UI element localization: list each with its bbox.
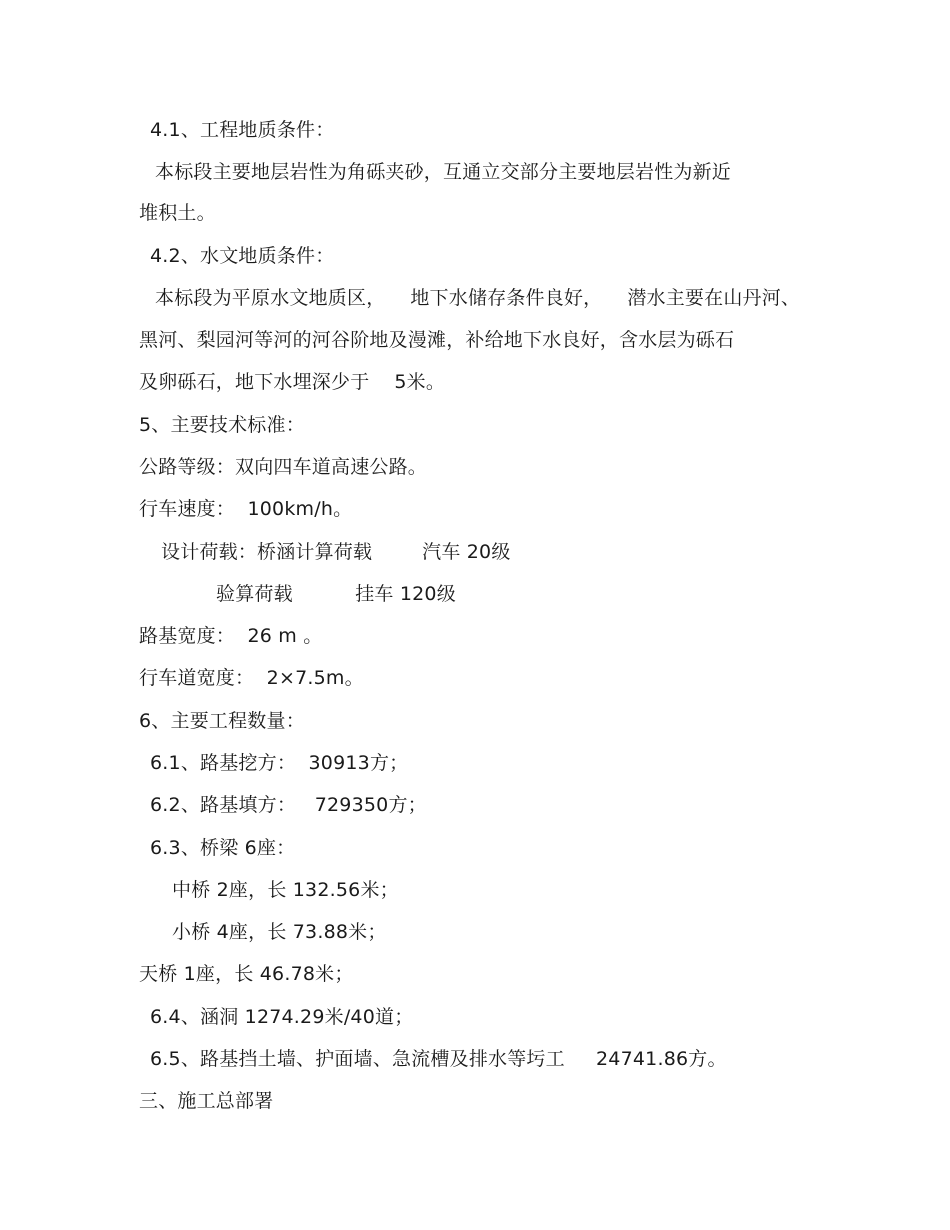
quantity-line: 6.2、路基填方： 729350方； — [150, 794, 427, 816]
spec-line: 设计荷载：桥涵计算荷载 汽车 20级 — [161, 541, 511, 563]
quantity-line: 中桥 2座，长 132.56米； — [172, 879, 399, 901]
heading-4-2: 4.2、水文地质条件： — [150, 245, 335, 267]
quantity-line: 6.4、涵洞 1274.29米/40道； — [150, 1006, 414, 1028]
spec-line: 验算荷载 挂车 120级 — [216, 583, 456, 605]
paragraph-line: 本标段为平原水文地质区， 地下水储存条件良好， 潜水主要在山丹河、 — [155, 287, 801, 309]
quantity-line: 6.1、路基挖方： 30913方； — [150, 752, 409, 774]
paragraph-line: 本标段主要地层岩性为角砾夹砂，互通立交部分主要地层岩性为新近 — [155, 161, 732, 183]
heading-6: 6、主要工程数量： — [139, 710, 305, 732]
spec-line: 公路等级：双向四车道高速公路。 — [139, 456, 428, 478]
paragraph-line: 黑河、梨园河等河的河谷阶地及漫滩，补给地下水良好，含水层为砾石 — [139, 329, 735, 351]
quantity-line: 6.3、桥梁 6座： — [150, 837, 296, 859]
heading-4-1: 4.1、工程地质条件： — [150, 119, 335, 141]
quantity-line: 小桥 4座，长 73.88米； — [172, 921, 387, 943]
paragraph-line: 堆积土。 — [139, 202, 216, 224]
spec-line: 行车道宽度： 2×7.5m。 — [139, 667, 364, 689]
spec-line: 行车速度： 100km/h。 — [139, 498, 353, 520]
section-heading-3: 三、施工总部署 — [139, 1090, 274, 1112]
quantity-line: 6.5、路基挡土墙、护面墙、急流槽及排水等圬工 24741.86方。 — [150, 1048, 727, 1070]
heading-5: 5、主要技术标准： — [139, 414, 305, 436]
spec-line: 路基宽度： 26 m 。 — [139, 625, 323, 647]
quantity-line: 天桥 1座，长 46.78米； — [139, 963, 354, 985]
paragraph-line: 及卵砾石，地下水埋深少于 5米。 — [139, 371, 446, 393]
